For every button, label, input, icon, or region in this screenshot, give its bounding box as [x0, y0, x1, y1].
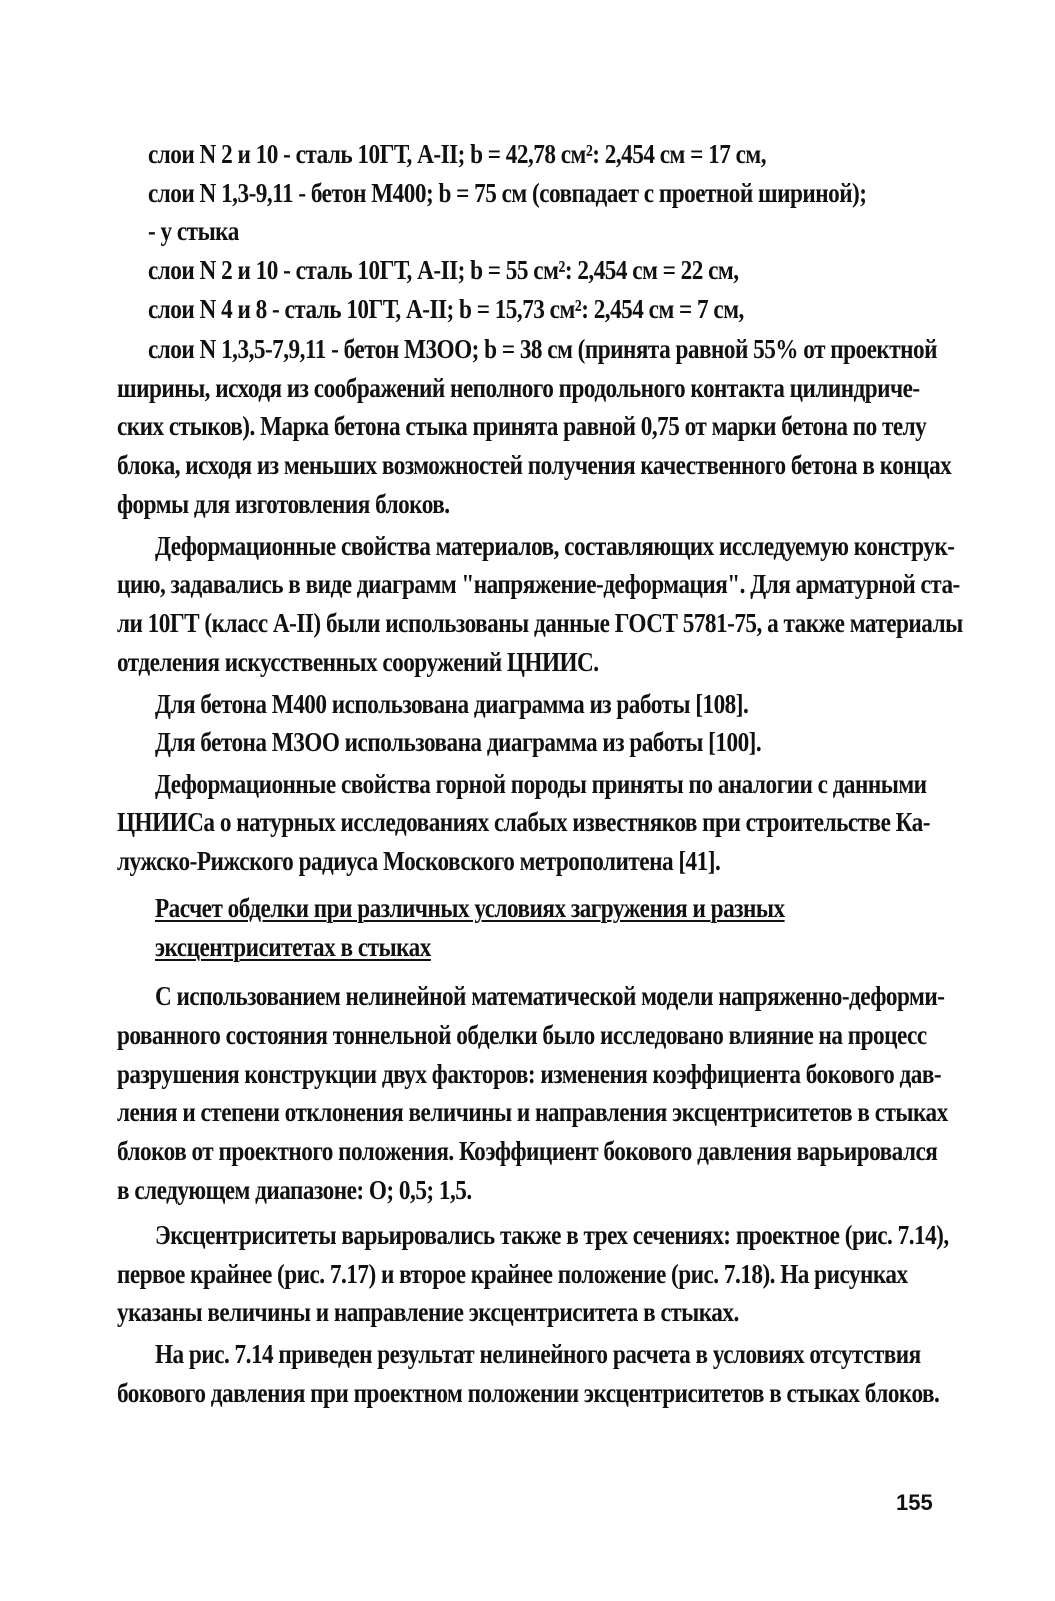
text-line: блоков от проектного положения. Коэффициент бокового давления варьировался — [117, 1135, 938, 1166]
text-line: разрушения конструкции двух факторов: изменения коэффициента бокового дав- — [117, 1058, 942, 1089]
text-line: ширины, исходя из соображений неполного продольного контакта цилиндриче- — [117, 372, 920, 403]
text-line: слои N 2 и 10 - сталь 10ГТ, А-II; b = 55 см²: 2,454 см = 22 см, — [148, 254, 739, 285]
text-line: в следующем диапазоне: О; 0,5; 1,5. — [117, 1174, 472, 1205]
text-line: лужско-Рижского радиуса Московского метрополитена [41]. — [117, 845, 721, 876]
text-line: слои N 2 и 10 - сталь 10ГТ, А-II; b = 42,78 см²: 2,454 см = 17 см, — [148, 139, 767, 169]
text-line: слои N 4 и 8 - сталь 10ГТ, А-II; b = 15,73 см²: 2,454 см = 7 см, — [148, 293, 744, 324]
text-line: На рис. 7.14 приведен результат нелинейного расчета в условиях отсутствия — [155, 1339, 921, 1370]
section-heading: Расчет обделки при различных условиях загружения и разных — [155, 892, 785, 923]
text-line: Деформационные свойства горной породы приняты по аналогии с данными — [155, 768, 927, 799]
text-line: блока, исходя из меньших возможностей получения качественного бетона в концах — [117, 450, 952, 480]
text-line: ли 10ГТ (класс А-II) были использованы данные ГОСТ 5781-75, а также материалы — [117, 608, 963, 639]
text-line: ления и степени отклонения величины и направления эксцентриситетов в стыках — [117, 1097, 948, 1128]
section-heading: эксцентриситетах в стыках — [155, 931, 431, 962]
text-line: рованного состояния тоннельной обделки было исследовано влияние на процесс — [117, 1019, 927, 1050]
text-line: ских стыков). Марка бетона стыка принята равной 0,75 от марки бетона по телу — [117, 411, 927, 442]
text-line: бокового давления при проектном положении эксцентриситетов в стыках блоков. — [117, 1378, 940, 1408]
page-number: 155 — [896, 1490, 933, 1515]
text-line: Эксцентриситеты варьировались также в трех сечениях: проектное (рис. 7.14), — [155, 1219, 949, 1250]
text-line: цию, задавались в виде диаграмм "напряжение-деформация". Для арматурной ста- — [117, 569, 960, 600]
text-line: С использованием нелинейной математической модели напряженно-деформи- — [155, 981, 945, 1012]
text-line: указаны величины и направление эксцентриситета в стыках. — [117, 1297, 739, 1328]
text-line: - у стыка — [148, 216, 239, 247]
text-line: слои N 1,3,5-7,9,11 - бетон М3ОО; b = 38 см (принята равной 55% от проектной — [148, 334, 937, 364]
text-line: слои N 1,3-9,11 - бетон М400; b = 75 см (совпадает с проетной шириной); — [148, 177, 867, 208]
text-line: отделения искусственных сооружений ЦНИИС. — [117, 646, 599, 677]
text-line: Для бетона М3ОО использована диаграмма из работы [100]. — [155, 727, 762, 758]
text-line: формы для изготовления блоков. — [117, 488, 450, 519]
text-line: первое крайнее (рис. 7.17) и второе крайнее положение (рис. 7.18). На рисунках — [117, 1258, 908, 1289]
text-line: Для бетона М400 использована диаграмма из работы [108]. — [155, 688, 749, 719]
text-line: Деформационные свойства материалов, составляющих исследуемую конструк- — [155, 530, 955, 561]
text-line: ЦНИИСа о натурных исследованиях слабых известняков при строительстве Ка- — [117, 807, 930, 838]
